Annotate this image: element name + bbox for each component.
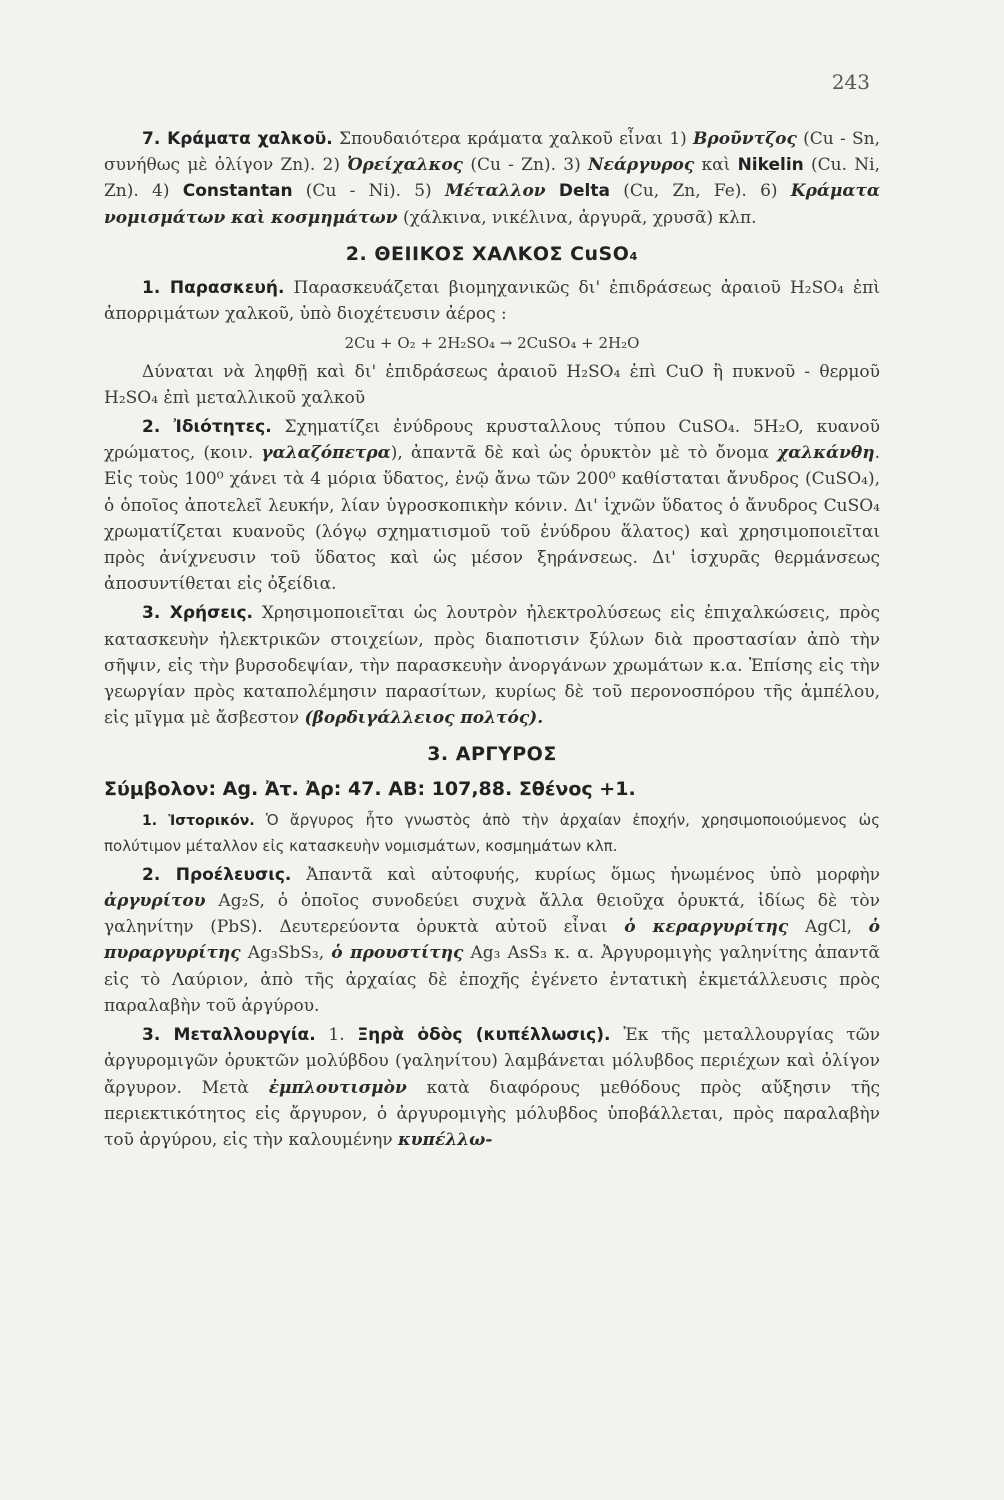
- text: . Εἰς τοὺς 100⁰ χάνει τὰ 4 μόρια ὕδατος, ἐνῷ ἄνω τῶν 200⁰ καθίσταται ἄνυδρος (CuSO₄), ὁ ὁποῖος ἀποτελεῖ λευκήν, λίαν ὑγροσκοπικὴν κόνιν. Δι' ἰχνῶν ὕδατος ὁ ἄνυδρος CuSO₄ χρωματίζεται κυανοῦς (λόγῳ σχηματισμοῦ τοῦ ἐνύδρου ἅλατος) καὶ χρησιμοποιεῖται πρὸς ἀνίχνευσιν τοῦ ὕδατος καὶ ὡς μέσον ξηράνσεως. Δι' ἰσχυρᾶς θερμάνσεως ἀποσυντίθεται εἰς ὀξείδια.: [104, 443, 880, 595]
- text: Παρασκευάζεται βιομηχανικῶς δι' ἐπιδράσεως ἀραιοῦ H₂SO₄ ἐπὶ ἀπορριμάτων χαλκοῦ, ὑπὸ διοχέτευσιν ἀέρος :: [104, 278, 880, 325]
- text: (χάλκινα, νικέλινα, ἀργυρᾶ, χρυσᾶ) κλπ.: [397, 207, 757, 228]
- heading-uses: 3. Χρήσεις.: [142, 603, 253, 624]
- silver-symbol-line: Σύμβολον: Ag. Ἀτ. Ἀρ: 47. ΑΒ: 107,88. Σθένος +1.: [104, 777, 636, 800]
- heading-origin: 2. Προέλευσις.: [142, 864, 292, 885]
- paragraph-preparation-2: Δύναται νὰ ληφθῇ καὶ δι' ἐπιδράσεως ἀραιοῦ H₂SO₄ ἐπὶ CuO ἢ πυκνοῦ - θερμοῦ H₂SO₄ ἐπὶ μεταλλικοῦ χαλκοῦ: [104, 361, 880, 408]
- paragraph-history: [104, 808, 880, 859]
- text: Ag₃ AsS₃ κ. α. Ἀργυρομιγὴς γαληνίτης ἀπαντᾶ εἰς τὸ Λαύριον, ἀπὸ τῆς ἀρχαίας δὲ ἐποχῆς ἐγένετο ἐντατικὴ ἐκμετάλλευσις πρὸς παραλαβὴν τοῦ ἀργύρου.: [104, 943, 880, 1016]
- heading-copper-alloys: 7. Κράματα χαλκοῦ.: [142, 129, 333, 149]
- text: AgCl,: [788, 917, 869, 938]
- term-chalcanthite: χαλκάνθη: [777, 443, 875, 464]
- page-number: 243: [831, 70, 870, 94]
- heading-dry-method: Ξηρὰ ὁδὸς (κυπέλλωσις).: [357, 1025, 611, 1046]
- term-nickel-silver: Νεάργυρος: [587, 155, 695, 176]
- term-bordeaux-mixture: (βορδιγάλλειος πολτός).: [304, 708, 544, 729]
- text: Ἀπαντᾶ καὶ αὐτοφυής, κυρίως ὅμως ἡνωμένος ὑπὸ μορφὴν: [291, 864, 881, 885]
- chemical-equation: 2Cu + O₂ + 2H₂SO₄ → 2CuSO₄ + 2H₂O: [344, 334, 640, 353]
- term-constantan: Constantan: [182, 181, 293, 202]
- text: (Cu. Ni, Zn). 4): [104, 155, 881, 202]
- term-bronze: Βροῦντζος: [693, 129, 797, 149]
- term-cerargyrite: ὁ κεραργυρίτης: [624, 917, 789, 938]
- paragraph-preparation: [104, 275, 880, 327]
- term-delta: Delta: [558, 181, 610, 202]
- heading-history: 1. Ἱστορικόν.: [142, 812, 255, 829]
- paragraph-copper-alloys: [104, 126, 880, 231]
- text: Χρησιμοποιεῖται ὡς λουτρὸν ἠλεκτρολύσεως εἰς ἐπιχαλκώσεις, πρὸς κατασκευὴν ἠλεκτρικῶν στοιχείων, πρὸς διαποτισιν ξύλων διὰ προστασίαν ἀπὸ τὴν σῆψιν, εἰς τὴν βυρσοδεψίαν, τὴν παρασκευὴν ἀνοργάνων χρωμάτων κ.α. Ἐπίσης εἰς τὴν γεωργίαν πρὸς καταπολέμησιν παρασίτων, κυρίως δὲ τοῦ περονοσπόρου τῆς ἀμπέλου, εἰς μῖγμα μὲ ἄσβεστον: [104, 603, 880, 729]
- heading-preparation: 1. Παρασκευή.: [142, 278, 285, 299]
- term-blue-stone: γαλαζόπετρα: [261, 443, 391, 464]
- text: Σχηματίζει ἐνύδρους κρυσταλλους τύπου CuSO₄. 5H₂O, κυανοῦ χρώματος, (κοιν.: [104, 417, 880, 464]
- text: [546, 181, 559, 201]
- heading-properties: 2. Ἰδιότητες.: [142, 417, 272, 438]
- page-content: [104, 126, 880, 1156]
- text: 1.: [315, 1025, 358, 1046]
- term-argentite: ἀργυρίτου: [104, 891, 206, 912]
- term-pyrargyrite: ὁ πυραργυρίτης: [104, 917, 880, 964]
- text: Ὁ ἄργυρος ἦτο γνωστὸς ἀπὸ τὴν ἀρχαίαν ἐποχήν, χρησιμοποιούμενος ὡς πολύτιμον μέταλλον εἰς κατασκευὴν νομισμάτων, κοσμημάτων κλπ.: [104, 810, 880, 855]
- term-metal: Μέταλλον: [444, 181, 546, 202]
- text: Σπουδαιότερα κράματα χαλκοῦ εἶναι 1): [332, 129, 694, 149]
- text: Ἐκ τῆς μεταλλουργίας τῶν ἀργυρομιγῶν ὀρυκτῶν μολύβδου (γαληνίτου) λαμβάνεται μόλυβδος περιέχων καὶ ὀλίγον ἄργυρον. Μετὰ: [104, 1025, 880, 1098]
- text: καὶ: [694, 155, 738, 176]
- term-nikelin: Nikelin: [737, 155, 804, 176]
- heading-metallurgy: 3. Μεταλλουργία.: [142, 1025, 316, 1046]
- paragraph-uses: [104, 600, 880, 731]
- text: (Cu, Zn, Fe). 6): [609, 181, 791, 202]
- term-enrichment: ἐμπλουτισμὸν: [268, 1077, 407, 1098]
- term-brass: Ὀρείχαλκος: [347, 155, 464, 176]
- text: (Cu - Sn, συνήθως μὲ ὀλίγον Zn). 2): [104, 129, 880, 176]
- text: Ag₃SbS₃,: [240, 943, 332, 964]
- text: ), ἀπαντᾶ δὲ καὶ ὡς ὀρυκτὸν μὲ τὸ ὄνομα: [390, 443, 778, 464]
- section-title-silver: 3. ΑΡΓΥΡΟΣ: [427, 743, 557, 766]
- term-proustite: ὁ προυστίτης: [331, 943, 464, 964]
- text: Ag₂S, ὁ ὁποῖος συνοδεύει συχνὰ ἄλλα θειοῦχα ὀρυκτά, ἰδίως δὲ τὸν γαληνίτην (PbS). Δευτερεύοντα ὀρυκτὰ αὐτοῦ εἶναι: [104, 891, 880, 938]
- text: (Cu - Ni). 5): [292, 181, 445, 202]
- paragraph-origin: [104, 862, 880, 1019]
- text: (Cu - Zn). 3): [463, 155, 588, 176]
- term-coin-alloys: Κράματα νομισμάτων καὶ κοσμημάτων: [104, 181, 881, 228]
- section-title-copper-sulfate: 2. ΘΕΙΙΚΟΣ ΧΑΛΚΟΣ CuSO₄: [345, 242, 639, 265]
- term-cupellation: κυπέλλω-: [398, 1129, 493, 1150]
- paragraph-properties: [104, 414, 880, 597]
- text: κατὰ διαφόρους μεθόδους πρὸς αὔξησιν τῆς περιεκτικότητος εἰς ἄργυρον, ὁ ἀργυρομιγὴς μόλυβδος ὑποβάλλεται, πρὸς παραλαβὴν τοῦ ἀργύρου, εἰς τὴν καλουμένην: [104, 1077, 880, 1150]
- paragraph-metallurgy: [104, 1022, 880, 1153]
